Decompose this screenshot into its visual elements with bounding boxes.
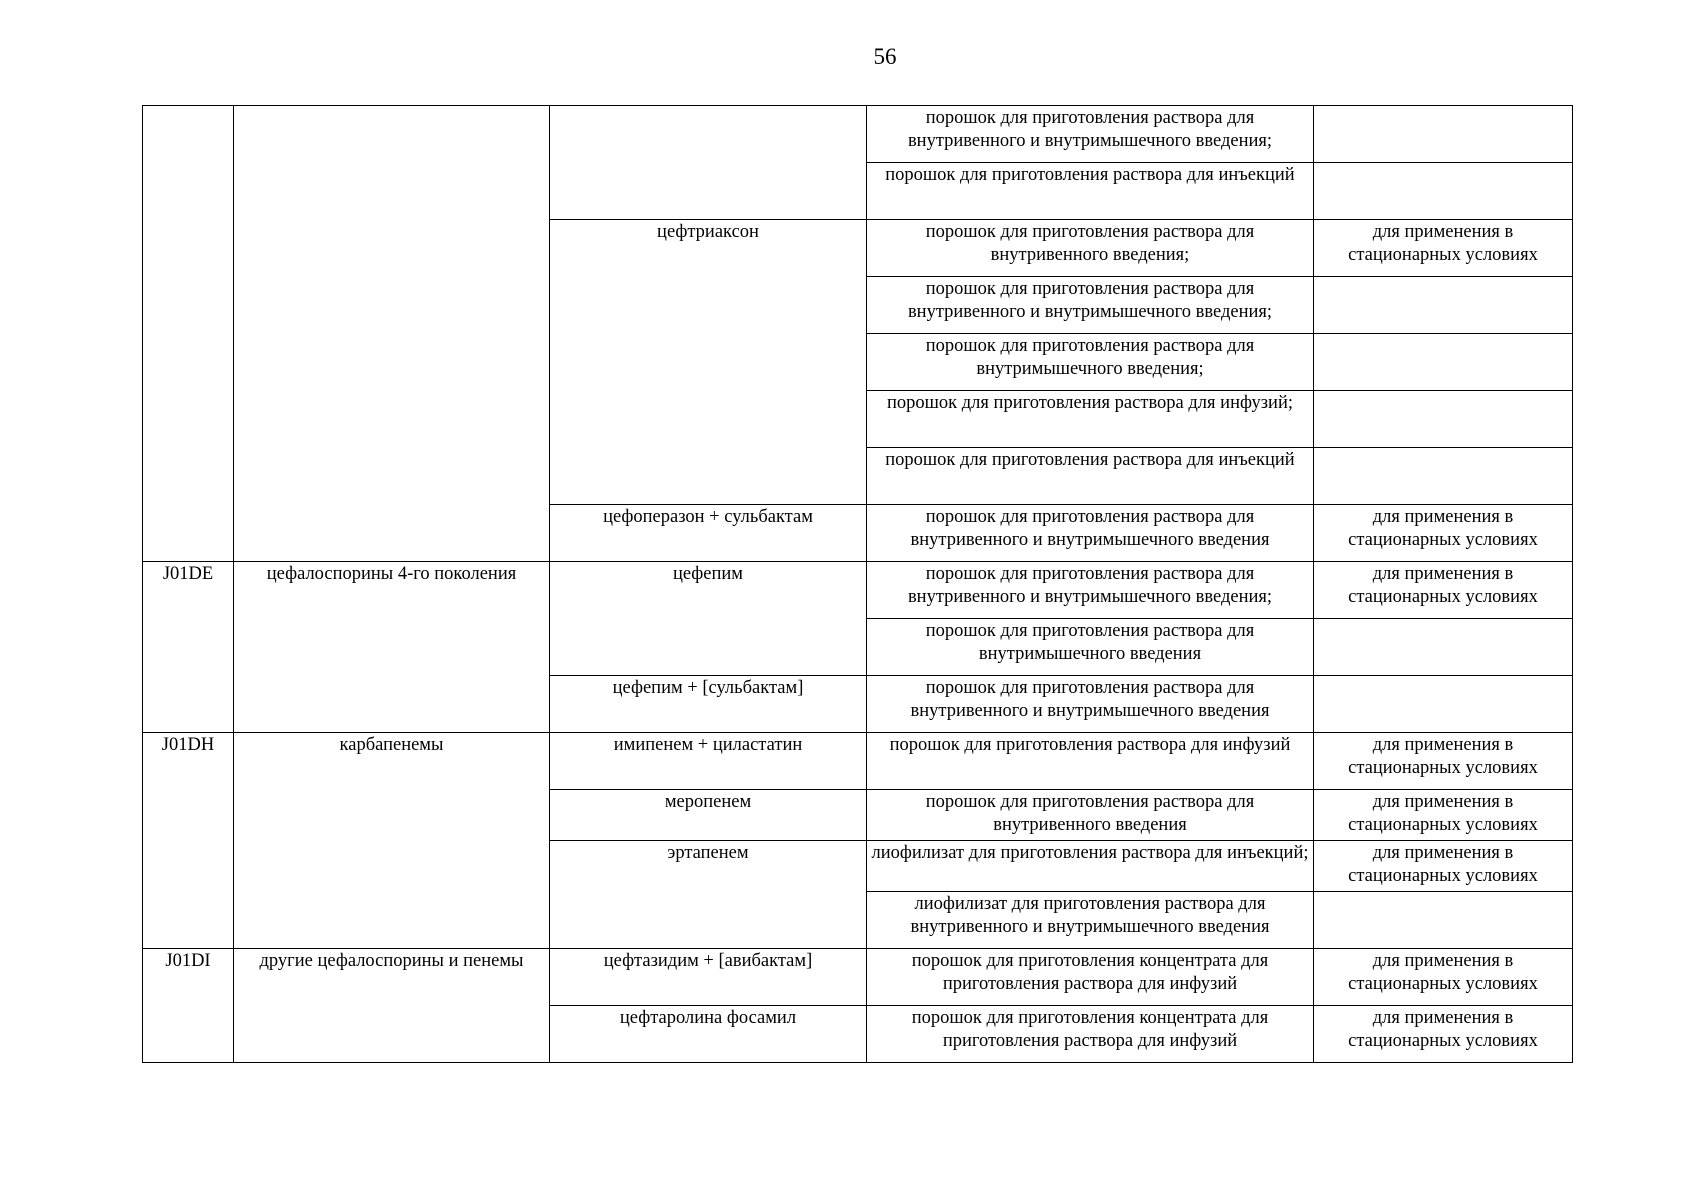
note-cell: для применения в стационарных условиях — [1314, 949, 1573, 1006]
note-cell: для применения в стационарных условиях — [1314, 790, 1573, 841]
group-name-cell: карбапенемы — [234, 733, 550, 949]
table-row — [143, 106, 1573, 163]
dosage-form-cell: порошок для приготовления раствора для внутривенного введения; — [867, 220, 1314, 277]
drug-name-cell: меропенем — [550, 790, 867, 841]
drug-name-cell: цефоперазон + сульбактам — [550, 505, 867, 562]
note-cell — [1314, 676, 1573, 733]
dosage-form-cell: лиофилизат для приготовления раствора для внутривенного и внутримышечного введения — [867, 892, 1314, 949]
dosage-form-cell: порошок для приготовления раствора для внутривенного и внутримышечного введения — [867, 676, 1314, 733]
note-cell: для применения в стационарных условиях — [1314, 1006, 1573, 1063]
atc-code-cell: J01DE — [143, 562, 234, 733]
table-row — [143, 562, 1573, 619]
dosage-form-cell: лиофилизат для приготовления раствора для инъекций; — [867, 841, 1314, 892]
dosage-form-cell: порошок для приготовления раствора для внутримышечного введения; — [867, 334, 1314, 391]
note-cell — [1314, 892, 1573, 949]
note-cell — [1314, 334, 1573, 391]
dosage-form-cell: порошок для приготовления раствора для внутримышечного введения — [867, 619, 1314, 676]
drug-name-cell — [550, 106, 867, 220]
drug-name-cell: цефтазидим + [авибактам] — [550, 949, 867, 1006]
note-cell — [1314, 619, 1573, 676]
dosage-form-cell: порошок для приготовления раствора для внутривенного введения — [867, 790, 1314, 841]
dosage-form-cell: порошок для приготовления раствора для инфузий — [867, 733, 1314, 790]
group-name-cell — [234, 106, 550, 562]
dosage-form-cell: порошок для приготовления раствора для инфузий; — [867, 391, 1314, 448]
note-cell — [1314, 391, 1573, 448]
drug-name-cell: имипенем + циластатин — [550, 733, 867, 790]
note-cell: для применения в стационарных условиях — [1314, 505, 1573, 562]
note-cell: для применения в стационарных условиях — [1314, 841, 1573, 892]
group-name-cell: другие цефалоспорины и пенемы — [234, 949, 550, 1063]
table-row — [143, 949, 1573, 1006]
note-cell — [1314, 163, 1573, 220]
dosage-form-cell: порошок для приготовления раствора для внутривенного и внутримышечного введения; — [867, 277, 1314, 334]
drug-name-cell: цефепим — [550, 562, 867, 676]
drug-name-cell: цефтаролина фосамил — [550, 1006, 867, 1063]
dosage-form-cell: порошок для приготовления раствора для инъекций — [867, 163, 1314, 220]
note-cell — [1314, 448, 1573, 505]
table-row — [143, 733, 1573, 790]
atc-code-cell — [143, 106, 234, 562]
note-cell: для применения в стационарных условиях — [1314, 733, 1573, 790]
dosage-form-cell: порошок для приготовления раствора для внутривенного и внутримышечного введения; — [867, 562, 1314, 619]
dosage-form-cell: порошок для приготовления концентрата для приготовления раствора для инфузий — [867, 1006, 1314, 1063]
dosage-form-cell: порошок для приготовления раствора для внутривенного и внутримышечного введения; — [867, 106, 1314, 163]
drug-list-table — [142, 105, 1573, 1063]
dosage-form-cell: порошок для приготовления раствора для инъекций — [867, 448, 1314, 505]
note-cell: для применения в стационарных условиях — [1314, 220, 1573, 277]
drug-name-cell: цефтриаксон — [550, 220, 867, 505]
note-cell — [1314, 106, 1573, 163]
note-cell — [1314, 277, 1573, 334]
page-number: 56 — [873, 44, 897, 69]
dosage-form-cell: порошок для приготовления раствора для внутривенного и внутримышечного введения — [867, 505, 1314, 562]
note-cell: для применения в стационарных условиях — [1314, 562, 1573, 619]
dosage-form-cell: порошок для приготовления концентрата для приготовления раствора для инфузий — [867, 949, 1314, 1006]
atc-code-cell: J01DI — [143, 949, 234, 1063]
atc-code-cell: J01DH — [143, 733, 234, 949]
drug-name-cell: эртапенем — [550, 841, 867, 949]
drug-name-cell: цефепим + [сульбактам] — [550, 676, 867, 733]
group-name-cell: цефалоспорины 4-го поколения — [234, 562, 550, 733]
table-body — [143, 106, 1573, 1063]
